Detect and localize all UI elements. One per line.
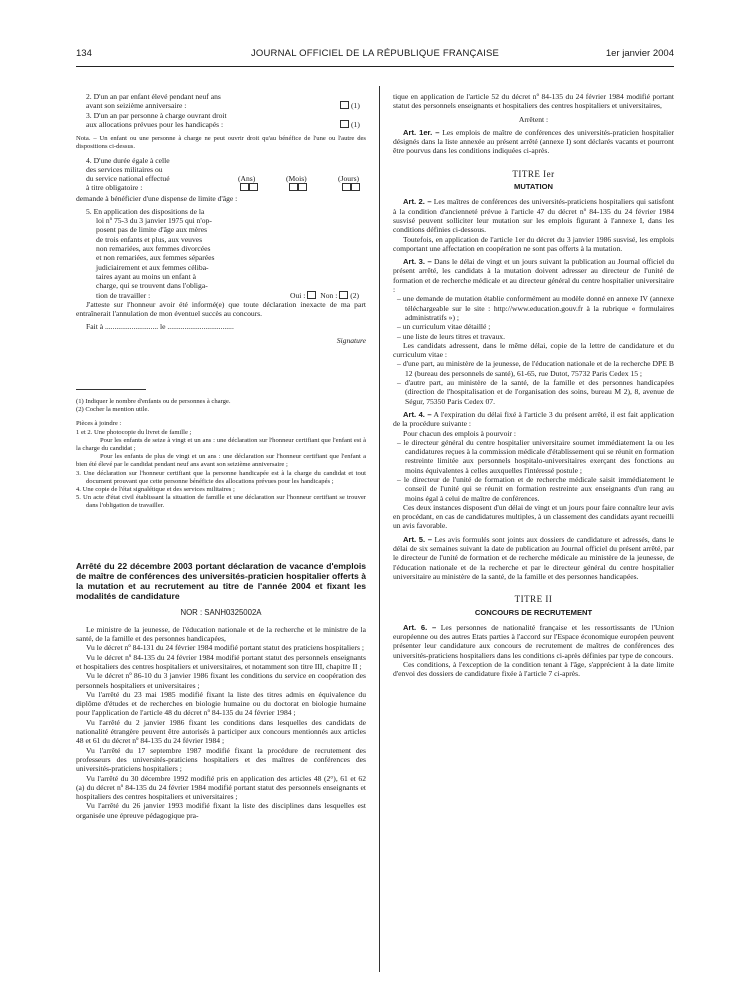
form-item-4 bbox=[76, 156, 366, 194]
item5-line: de trois enfants et plus, aux veuves bbox=[96, 234, 203, 244]
checkbox-item2[interactable] bbox=[340, 101, 349, 109]
piece-1a: Pour les enfants de seize à vingt et un ans : une déclaration sur l'honneur certifiant que l'enfant est à la charge du candidat ; bbox=[76, 436, 366, 453]
form-item-3 bbox=[76, 111, 366, 130]
item5-line: judiciairement et aux femmes céliba- bbox=[96, 262, 209, 272]
vu-7: Vu l'arrêté du 30 décembre 1992 modifié pris en application des articles 48 (2°), 61 et 62 (a) du décret nº 84-135 du 24 février 1984 modifié portant statut des personnels enseignants et hospitaliers des centres hospitaliers et universitaires ; bbox=[76, 773, 366, 802]
oui-checkbox[interactable] bbox=[307, 291, 316, 299]
checkbox-item3[interactable] bbox=[340, 120, 349, 128]
item2-mark: (1) bbox=[351, 101, 360, 111]
item5-line: posent pas de limite d'âge aux mères bbox=[96, 225, 208, 235]
item5-line: tion de travailler : bbox=[96, 290, 151, 300]
fait-line: Fait à ............................ le ................................... bbox=[86, 322, 234, 332]
item4-tail: demande à bénéficier d'une dispense de limite d'âge : bbox=[76, 193, 238, 203]
form-item-5 bbox=[76, 207, 366, 300]
mark-2: (2) bbox=[350, 290, 360, 300]
item2-line2: avant son seizième anniversaire : bbox=[86, 101, 187, 111]
para-ministres: Le ministre de la jeunesse, de l'éducation nationale et de la recherche et le ministre de la santé, de la famille et des personnes handicapées, bbox=[76, 624, 366, 644]
pieces-title: Pièces à joindre : bbox=[76, 420, 122, 428]
vu-3: Vu le décret nº 86-10 du 3 janvier 1986 fixant les conditions du service en coopération des personnels hospitaliers et universitaires ; bbox=[76, 671, 366, 690]
item4-line3: du service national effectué bbox=[86, 174, 170, 184]
nor-reference: NOR : SANH0325002A bbox=[180, 607, 262, 617]
piece-1: 1 et 2. Une photocopie du livret de famille ; bbox=[76, 428, 192, 436]
header-rule bbox=[76, 66, 674, 67]
article-1-label: Art. 1er. – bbox=[403, 127, 440, 137]
mois-box-1[interactable] bbox=[289, 183, 298, 191]
footnote-rule bbox=[76, 389, 146, 390]
piece-3: 3. Une déclaration sur l'honneur certifiant que la personne handicapée est à la charge du candidat et tout document prouvant que cette personne bénéficie des allocations prévues pour les handicapés ; bbox=[76, 469, 366, 485]
vu-4: Vu l'arrêté du 23 mai 1985 modifié fixant la liste des titres admis en équivalence du diplôme d'études et de recherches en biologie humaine ou du doctorat en biologie humaine pour l'application de l'article 48 du décret nº 84-135 du 24 février 1984 ; bbox=[76, 689, 366, 718]
titre-1: TITRE Ier bbox=[512, 168, 555, 179]
piece-5: 5. Un acte d'état civil établissant la situation de famille et une déclaration sur l'honneur certifiant se trouver dans l'obligation de travailler. bbox=[76, 494, 366, 510]
article-4c: Ces deux instances disposent d'un délai de vingt et un jours pour faire connaître leur avis en procédant, en cas de candidatures multiples, à un classement des candidats ayant recueilli un avis favorable. bbox=[393, 502, 674, 531]
article-3-item-5: – d'autre part, au ministère de la santé, de la famille et des personnes handicapées (direction de l'hospitalisation et de l'organisation des soins, bureau M 2), 8, avenue de Ségur, 75350 Paris Cedex 07. bbox=[397, 378, 674, 406]
article-3-item-2: – un curriculum vitae détaillé ; bbox=[397, 322, 491, 332]
item4-line2: des services militaires ou bbox=[86, 164, 163, 174]
article-6-text: Les personnes de nationalité française et les ressortissants de l'Union européenne ou des autres Etats parties à l'accord sur l'Espace économique européen peuvent présenter leur candidature aux concours de recrutement de maîtres de conférences des universités-praticiens hospitaliers dans les conditions ci-après définies par type de concours. bbox=[393, 622, 674, 660]
footnote-1: (1) Indiquer le nombre d'enfants ou de personnes à charge. bbox=[76, 398, 231, 406]
left-column bbox=[76, 92, 366, 820]
item4-line1: 4. D'une durée égale à celle bbox=[86, 155, 170, 165]
page-number: 134 bbox=[76, 48, 92, 59]
titre-1-subtitle: MUTATION bbox=[514, 182, 553, 192]
item3-line2: aux allocations prévues pour les handicapés : bbox=[86, 119, 224, 129]
non-label: Non : bbox=[320, 290, 338, 300]
titre-2: TITRE II bbox=[514, 594, 553, 605]
article-1 bbox=[393, 128, 674, 156]
footnote-2: (2) Cocher la mention utile. bbox=[76, 406, 150, 414]
piece-1b: Pour les enfants de plus de vingt et un ans : une déclaration sur l'honneur certifiant que l'enfant a bien été élevé par le candidat pendant neuf ans avant son seizième anniversaire ; bbox=[76, 453, 366, 469]
item5-line: non remariées, aux femmes divorcées bbox=[96, 244, 211, 254]
oui-label: Oui : bbox=[290, 290, 306, 300]
article-3-text: Dans le délai de vingt et un jours suivant la publication au Journal officiel du présent arrêté, les candidats à la mutation doivent adresser au directeur de l'unité de formation et de recherche médicale et au directeur général du centre hospitalier universitaire : bbox=[393, 257, 675, 295]
item5-line: 5. En application des dispositions de la bbox=[86, 206, 205, 216]
signature-label: Signature bbox=[336, 335, 366, 345]
titre-2-subtitle: CONCOURS DE RECRUTEMENT bbox=[474, 607, 593, 617]
col-jours: (Jours) bbox=[338, 174, 360, 184]
article-4-item-2: – le directeur de l'unité de formation et de recherche médicale saisit immédiatement le conseil de l'unité qui se réunit en formation restreinte aux enseignants d'un rang au moins égal à celui de maître de conférences. bbox=[397, 474, 674, 503]
piece-4: 4. Une copie de l'état signalétique et des services militaires ; bbox=[76, 486, 235, 494]
item2-line1: 2. D'un an par enfant élevé pendant neuf ans bbox=[86, 92, 221, 101]
article-4b: Pour chacun des emplois à pourvoir : bbox=[403, 428, 517, 438]
item5-line: charge, qui se trouvent dans l'obliga- bbox=[96, 281, 208, 291]
item5-line: taires ayant au moins un enfant à bbox=[96, 271, 196, 281]
issue-date: 1er janvier 2004 bbox=[605, 48, 674, 59]
right-column bbox=[393, 92, 674, 679]
non-checkbox[interactable] bbox=[339, 291, 348, 299]
page-header bbox=[76, 48, 674, 62]
item5-line: loi nº 75-3 du 3 janvier 1975 qui n'op- bbox=[96, 216, 212, 226]
article-2-label: Art. 2. – bbox=[403, 197, 432, 207]
article-3-item-4: – d'une part, au ministère de la jeunesse, de l'éducation nationale et de la recherche DPE B 12 (bureau des personnels de santé), 61-65, rue Dutot, 75732 Paris Cedex 15 ; bbox=[397, 359, 674, 378]
article-3-item-1: – une demande de mutation établie conformément au modèle donné en annexe IV (annexe téléchargeable sur le site : http://www.education.gouv.fr à la rubrique « formulaires administratifs ») ; bbox=[397, 294, 674, 322]
arretent: Arrêtent : bbox=[518, 114, 549, 124]
journal-title: JOURNAL OFFICIEL DE LA RÉPUBLIQUE FRANÇAISE bbox=[250, 48, 500, 59]
article-5 bbox=[393, 535, 674, 581]
vu-8: Vu l'arrêté du 26 janvier 1993 modifié fixant la liste des disciplines dans lesquelles est organisée une épreuve pédagogique pra- bbox=[76, 801, 366, 820]
article-1-text: Les emplois de maître de conférences des universités-praticien hospitalier désignés dans la liste annexée au présent arrêté (annexe I) sont déclarés vacants et pourront être pourvus dans les conditions indiquées ci-après. bbox=[393, 127, 674, 156]
article-4-text: A l'expiration du délai fixé à l'article 3 du présent arrêté, il est fait application de la procédure suivante : bbox=[393, 409, 674, 429]
item3-line1: 3. D'un an par personne à charge ouvrant droit bbox=[86, 110, 227, 120]
article-5-text: Les avis formulés sont joints aux dossiers de candidature et adressés, dans le délai de six semaines suivant la date de publication au Journal officiel du présent arrêté, par le directeur de l'unité de formation et de recherche médicale au ministère de la jeunesse, de l'éducation nationale et de la recherche et par le directeur général du centre hospitalier universitaire au ministère de la santé, de la famille et des personnes handicapées. bbox=[393, 534, 674, 581]
attestation: J'atteste sur l'honneur avoir été informé(e) que toute déclaration inexacte de ma part entraînerait l'annulation de mon éventuel succès au concours. bbox=[76, 299, 366, 319]
ans-box-2[interactable] bbox=[249, 183, 258, 191]
article-3-item-3: – une liste de leurs titres et travaux. bbox=[397, 331, 505, 341]
article-4-item-1: – le directeur général du centre hospitalier universitaire soumet immédiatement la ou les candidatures reçues à la commission médicale d'établissement qui se réunit en formation restreinte limitée aux personnels hospitalo-universitaires exerçant des fonctions au moins équivalentes à celles auxquelles l'intéressé postule ; bbox=[397, 437, 674, 475]
form-item-2 bbox=[76, 92, 366, 111]
vu-6: Vu l'arrêté du 17 septembre 1987 modifié fixant la procédure de recrutement des professeurs des universités-praticiens hospitaliers et des maîtres de conférences des universités-praticiens hospitaliers ; bbox=[76, 745, 366, 774]
article-2 bbox=[393, 197, 674, 234]
column-divider bbox=[379, 86, 380, 972]
item3-mark: (1) bbox=[351, 119, 360, 129]
article-3 bbox=[393, 257, 674, 294]
arrete-title: Arrêté du 22 décembre 2003 portant déclaration de vacance d'emplois de maître de conférences des universités-praticien hospitalier offerts à la mutation et au recrutement au titre de l'année 2004 et fixant les modalités de candidature bbox=[76, 560, 366, 602]
continuation: tique en application de l'article 52 du décret nº 84-135 du 24 février 1984 modifié portant statut des personnels enseignants et hospitaliers des centres hospitaliers et universitaires, bbox=[393, 92, 674, 111]
jours-box-1[interactable] bbox=[342, 183, 351, 191]
article-6-label: Art. 6. – bbox=[403, 622, 437, 632]
article-4-label: Art. 4. – bbox=[403, 409, 432, 419]
vu-2: Vu le décret nº 84-135 du 24 février 1984 modifié portant statut des personnels enseignants et hospitaliers des centres hospitaliers et universitaires, et notamment son titre III, chapitre II ; bbox=[76, 652, 366, 671]
article-3-label: Art. 3. – bbox=[403, 257, 432, 267]
item5-line: et non remariées, aux femmes séparées bbox=[96, 253, 215, 263]
article-2-text: Les maîtres de conférences des universités-praticiens hospitaliers qui satisfont à la condition d'ancienneté prévue à l'article 47 du décret nº 84-135 du 24 février 1984 susvisé peuvent solliciter leur mutation sur les emplois figurant à l'annexe I, dans les conditions définies ci-dessous. bbox=[393, 197, 674, 235]
vu-1: Vu le décret nº 84-131 du 24 février 1984 modifié portant statut des praticiens hospitaliers ; bbox=[86, 643, 364, 653]
item4-line4: à titre obligatoire : bbox=[86, 183, 143, 193]
nota: Nota. – Un enfant ou une personne à charge ne peut ouvrir droit qu'au bénéfice de l'une ou l'autre des dispositions ci-dessus. bbox=[76, 135, 366, 151]
article-5-label: Art. 5. – bbox=[403, 534, 433, 544]
article-3b: Les candidats adressent, dans le même délai, copie de la lettre de candidature et du curriculum vitae : bbox=[393, 340, 674, 360]
article-2b: Toutefois, en application de l'article 1er du décret du 3 janvier 1986 susvisé, les emplois comportant une affectation en coopération ne sont pas offerts à la mutation. bbox=[393, 234, 674, 253]
article-6 bbox=[393, 623, 674, 660]
article-6b: Ces conditions, à l'exception de la condition tenant à l'âge, s'apprécient à la date limite d'envoi des dossiers de candidature fixée à l'article 7 ci-après. bbox=[393, 660, 674, 679]
col-ans: (Ans) bbox=[238, 174, 256, 184]
vu-5: Vu l'arrêté du 2 janvier 1986 fixant les conditions dans lesquelles des candidats de nationalité étrangère peuvent être autorisés à participer aux concours mentionnés aux articles 48 et 61 du décret nº 84-135 du 24 février 1984 ; bbox=[76, 717, 366, 746]
mois-box-2[interactable] bbox=[298, 183, 307, 191]
ans-box-1[interactable] bbox=[240, 183, 249, 191]
article-4 bbox=[393, 410, 674, 429]
col-mois: (Mois) bbox=[286, 174, 307, 184]
jours-box-2[interactable] bbox=[351, 183, 360, 191]
